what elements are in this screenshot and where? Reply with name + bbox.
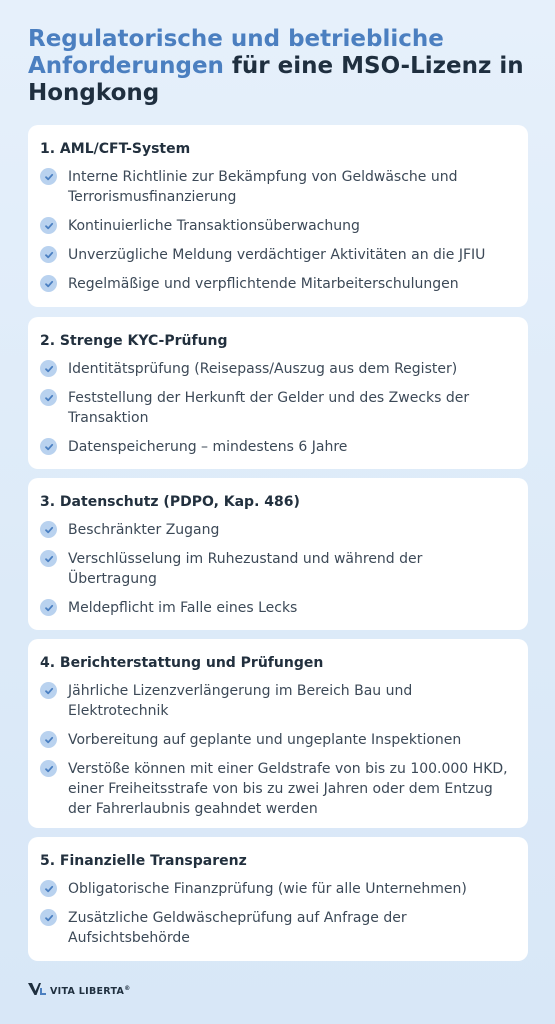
- list-item-text: Verstöße können mit einer Geldstrafe von bis zu 100.000 HKD, einer Freiheitsstrafe von bis zu zwei Jahren oder dem Entzug der Fahrerlaubnis geahndet werden: [68, 761, 508, 817]
- check-icon: [40, 909, 57, 926]
- list-item-text: Zusätzliche Geldwäscheprüfung auf Anfrage der Aufsichtsbehörde: [68, 910, 407, 946]
- list-item-text: Obligatorische Finanzprüfung (wie für alle Unternehmen): [68, 881, 467, 897]
- logo-text: [50, 985, 131, 997]
- list-item: [40, 730, 514, 750]
- section-card-aml: [28, 125, 528, 307]
- check-icon: [40, 521, 57, 538]
- list-item: [40, 216, 514, 236]
- page-title-accent: Regulatorische und betriebliche Anforderungen: [28, 26, 444, 79]
- check-icon: [40, 880, 57, 897]
- list-item: [40, 879, 514, 899]
- list-item-text: Interne Richtlinie zur Bekämpfung von Geldwäsche und Terrorismusfinanzierung: [68, 169, 458, 205]
- section-heading: 3. Datenschutz (PDPO, Kap. 486): [40, 494, 300, 510]
- list-item: [40, 549, 514, 589]
- list-item-text: Identitätsprüfung (Reisepass/Auszug aus dem Register): [68, 361, 458, 377]
- section-card-berichterstattung: [28, 639, 528, 828]
- check-icon: [40, 760, 57, 777]
- check-icon: [40, 599, 57, 616]
- brand-logo: [28, 982, 131, 1001]
- list-item-text: Datenspeicherung – mindestens 6 Jahre: [68, 439, 348, 455]
- page-title-rest: für eine MSO-Lizenz in Hongkong: [28, 53, 524, 106]
- logo-text-main: VITA LIBERTA: [50, 986, 125, 998]
- list-item: [40, 598, 514, 618]
- list-item-text: Jährliche Lizenzverlängerung im Bereich Bau und Elektrotechnik: [68, 683, 413, 719]
- check-icon: [40, 246, 57, 263]
- check-icon: [40, 731, 57, 748]
- check-icon: [40, 360, 57, 377]
- list-item: [40, 437, 514, 457]
- list-item-text: Feststellung der Herkunft der Gelder und des Zwecks der Transaktion: [68, 390, 470, 426]
- vl-logo-icon: [28, 982, 46, 1001]
- list-item: [40, 245, 514, 265]
- page-title: [28, 26, 528, 107]
- list-item: [40, 388, 514, 428]
- list-item-text: Verschlüsselung im Ruhezustand und während der Übertragung: [68, 551, 423, 587]
- check-icon: [40, 550, 57, 567]
- check-icon: [40, 168, 57, 185]
- list-item-text: Regelmäßige und verpflichtende Mitarbeiterschulungen: [68, 276, 459, 292]
- section-heading: 2. Strenge KYC-Prüfung: [40, 333, 228, 349]
- section-heading: 5. Finanzielle Transparenz: [40, 853, 247, 869]
- list-item-text: Unverzügliche Meldung verdächtiger Aktivitäten an die JFIU: [68, 247, 486, 263]
- check-icon: [40, 682, 57, 699]
- list-item-text: Vorbereitung auf geplante und ungeplante Inspektionen: [68, 732, 462, 748]
- list-item: [40, 359, 514, 379]
- list-item: [40, 274, 514, 294]
- check-icon: [40, 438, 57, 455]
- check-icon: [40, 275, 57, 292]
- list-item: [40, 681, 514, 721]
- list-item-text: Kontinuierliche Transaktionsüberwachung: [68, 218, 360, 234]
- logo-registered-mark: ®: [124, 985, 131, 993]
- check-icon: [40, 389, 57, 406]
- list-item: [40, 908, 514, 948]
- section-card-datenschutz: [28, 478, 528, 630]
- list-item-text: Meldepflicht im Falle eines Lecks: [68, 600, 298, 616]
- section-heading: 4. Berichterstattung und Prüfungen: [40, 655, 324, 671]
- check-icon: [40, 217, 57, 234]
- section-card-finanzielle-transparenz: [28, 837, 528, 961]
- list-item: [40, 167, 514, 207]
- list-item: [40, 759, 514, 819]
- list-item-text: Beschränkter Zugang: [68, 522, 220, 538]
- section-card-kyc: [28, 317, 528, 469]
- list-item: [40, 520, 514, 540]
- section-heading: 1. AML/CFT-System: [40, 141, 191, 157]
